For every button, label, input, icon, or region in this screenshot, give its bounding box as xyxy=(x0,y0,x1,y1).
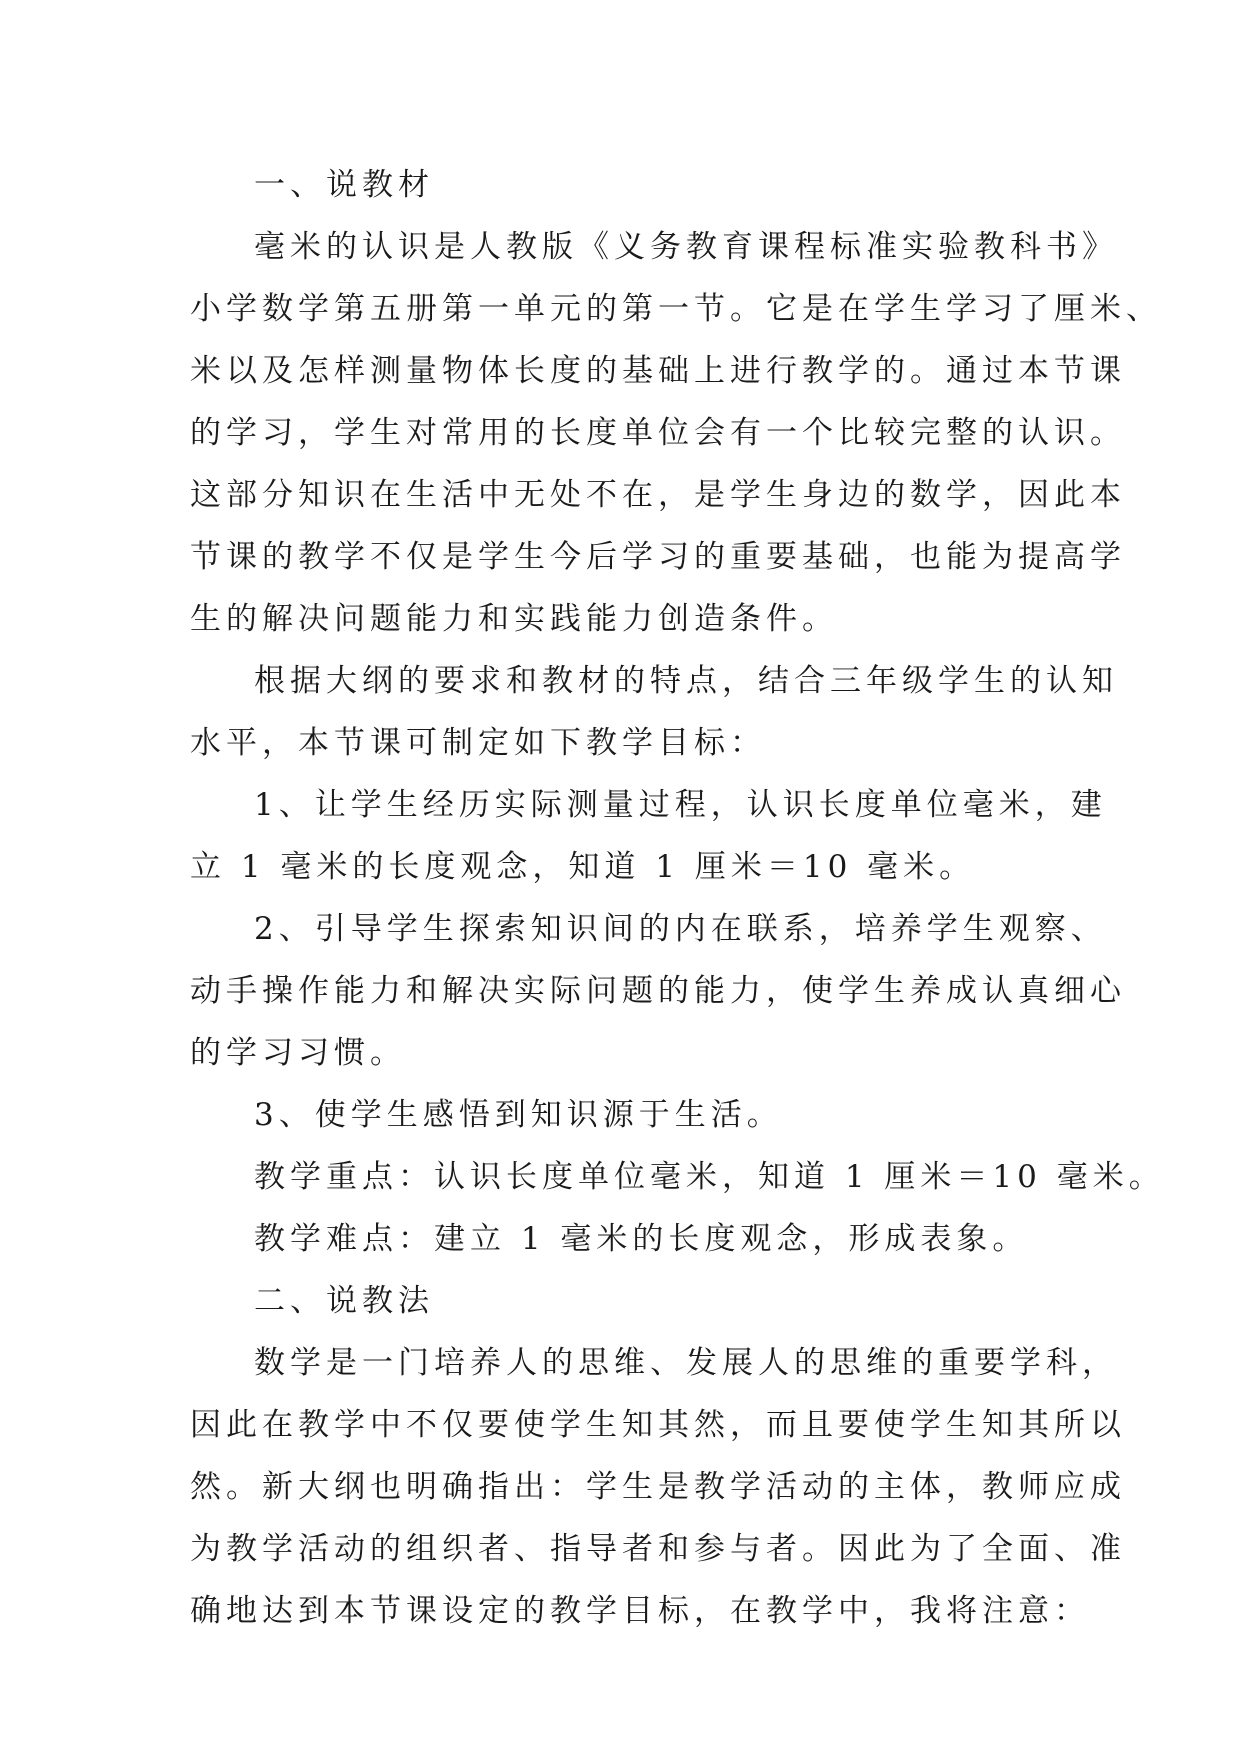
goal-item-2: 2、引导学生探索知识间的内在联系，培养学生观察、 xyxy=(254,911,1107,947)
paragraph-line: 为教学活动的组织者、指导者和参与者。因此为了全面、准 xyxy=(190,1531,1126,1567)
paragraph-line: 毫米的认识是人教版《义务教育课程标准实验教科书》 xyxy=(254,229,1118,265)
paragraph-line: 数学是一门培养人的思维、发展人的思维的重要学科， xyxy=(254,1345,1118,1381)
document-body xyxy=(190,154,1165,1642)
goal-item-1-cont: 立 1 毫米的长度观念，知道 1 厘米＝10 毫米。 xyxy=(190,849,976,885)
goal-item-3: 3、使学生感悟到知识源于生活。 xyxy=(254,1097,783,1133)
paragraph-line: 节课的教学不仅是学生今后学习的重要基础，也能为提高学 xyxy=(190,539,1126,575)
paragraph-line: 的学习，学生对常用的长度单位会有一个比较完整的认识。 xyxy=(190,415,1126,451)
paragraph-line: 根据大纲的要求和教材的特点，结合三年级学生的认知 xyxy=(254,663,1118,699)
paragraph-line: 米以及怎样测量物体长度的基础上进行教学的。通过本节课 xyxy=(190,353,1126,389)
heading-teaching-method: 二、说教法 xyxy=(254,1283,434,1319)
paragraph-line: 生的解决问题能力和实践能力创造条件。 xyxy=(190,601,838,637)
goal-item-2-cont: 的学习习惯。 xyxy=(190,1035,406,1071)
paragraph-line: 这部分知识在生活中无处不在，是学生身边的数学，因此本 xyxy=(190,477,1126,513)
goal-item-2-cont: 动手操作能力和解决实际问题的能力，使学生养成认真细心 xyxy=(190,973,1126,1009)
goal-item-1: 1、让学生经历实际测量过程，认识长度单位毫米，建 xyxy=(254,787,1107,823)
paragraph-line: 因此在教学中不仅要使学生知其然，而且要使学生知其所以 xyxy=(190,1407,1126,1443)
paragraph-line: 然。新大纲也明确指出：学生是教学活动的主体，教师应成 xyxy=(190,1469,1126,1505)
paragraph-line: 水平，本节课可制定如下教学目标： xyxy=(190,725,766,761)
difficult-point: 教学难点：建立 1 毫米的长度观念，形成表象。 xyxy=(254,1221,1029,1257)
key-point: 教学重点：认识长度单位毫米，知道 1 厘米＝10 毫米。 xyxy=(254,1159,1165,1195)
paragraph-line: 确地达到本节课设定的教学目标，在教学中，我将注意： xyxy=(190,1593,1090,1629)
paragraph-line: 小学数学第五册第一单元的第一节。它是在学生学习了厘米、 xyxy=(190,291,1162,327)
heading-textbook: 一、说教材 xyxy=(254,167,434,203)
